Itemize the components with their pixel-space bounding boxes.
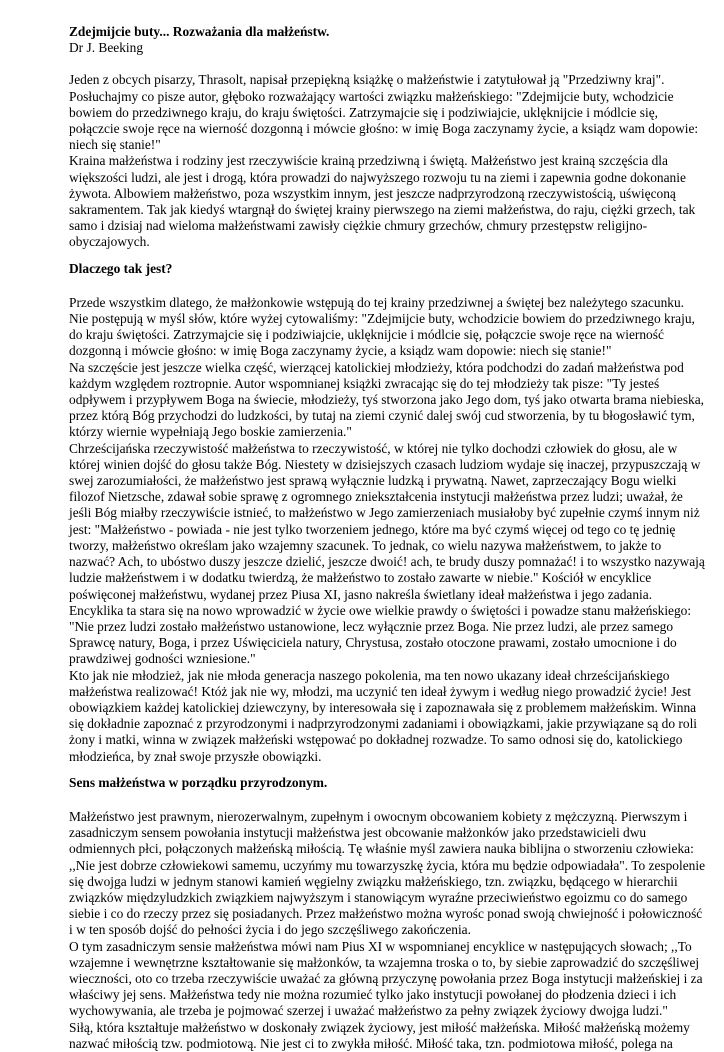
section-heading: Dlaczego tak jest?: [69, 260, 173, 276]
body-paragraph: Siłą, która kształtuje małżeństwo w doskonały związek życiowy, jest miłość małżeńska. Miłość małżeńską możemy nazwać miłością tzw. podmiotową. Nie jest ci to zwykła miłość. Miłość taka, tzn. podmiotowa miłość, polega na: [69, 1019, 690, 1051]
body-paragraph: O tym zasadniczym sensie małżeństwa mówi nam Pius XI w wspomnianej encyklice w następujących słowach; ,,To wzajemne i wewnętrzne kształtowanie się małżonków, ta wzajemna troska o to, by siebie zaprowadzić do szczęśliwej wieczności, oto co trzeba rzeczywiście uważać za główną przyczynę powołania przez Boga instytucji małżeńskiej i za właściwy jej sens. Małżeństwa tedy nie można rozumieć tylko jako instytucji powołanej do płodzenia dzieci i ich wychowywania, ale trzeba je pojmować szerzej i uważać małżeństwo za pełny związek życiowy dwojga ludzi.": [69, 938, 703, 1019]
body-paragraph: Chrześcijańska rzeczywistość małżeństwa to rzeczywistość, w której nie tylko dochodzi człowiek do głosu, ale w której winien dojść do głosu także Bóg. Niestety w dzisiejszych czasach ludziom wydaje się inaczej, przypuszczają w swej zarozumiałości, że małżeństwo jest sprawą wyłącznie ludzką i prywatną. Nawet, zaprzeczający Bogu wielki filozof Nietzsche, zdawał sobie sprawę z ogromnego zniekształcenia instytucji małżeństwa przez ludzi; uważał, że jeśli Bóg miałby rzeczywiście istnieć, to małżeństwo w Jego zamierzeniach musiałoby być zupełnie czymś innym niż jest: "Małżeństwo - powiada - nie jest tylko tworzeniem jednego, które ma być czymś więcej od tego co tę jednię tworzy, małżeństwo określam jako wzajemny szacunek. To jednak, co wielu nazywa małżeństwem, to jakże to nazwać? Ach, to ubóstwo duszy jeszcze dzielić, jeszcze dwoić! ach, te brudy duszy pomnażać! i to wszystko nazywają ludzie małżeństwem i w dodatku twierdzą, że małżeństwo to zostało zawarte w niebie." Kościół w encyklice poświęconej małżeństwu, wydanej przez Piusa XI, jasno nakreśla świetlany ideał małżeństwa i jego zadania. Encyklika ta stara się na nowo wprowadzić w życie owe wielkie prawdy o świętości i powadze stanu małżeńskiego: "Nie przez ludzi zostało małżeństwo ustanowione, lecz wyłącznie przez Boga. Nie przez ludzi, ale przez samego Sprawcę natury, Boga, i przez Uświęciciela natury, Chrystusa, zostało otoczone prawami, zostało umocnione i do prawdziwej godności wzniesione.": [69, 440, 705, 667]
document-title: Zdejmijcie buty... Rozważania dla małżeństw.: [69, 24, 330, 39]
body-paragraph: Przede wszystkim dlatego, że małżonkowie wstępują do tej krainy przedziwnej a świętej bez należytego szacunku. Nie postępują w myśl słów, które wyżej cytowaliśmy: "Zdejmijcie buty, wchodzicie bowiem do przedziwnego kraju, do kraju świętości. Zatrzymajcie się i podziwiajcie, uklęknijcie i módlcie się, połączcie swoje ręce na wierność dozgonną i mówcie głośno: w imię Boga zaczynamy życie, a ksiądz wam dopowie: niech się stanie!": [69, 294, 695, 359]
body-paragraph: Na szczęście jest jeszcze wielka część, wierzącej katolickiej młodzieży, która podchodzi do zadań małżeństwa pod każdym względem roztropnie. Autor wspomnianej książki zwracając się do tej młodzieży tak pisze: "Ty jesteś odpływem i przypływem Boga na świecie, młodzieży, tyś stworzona jako Jego dom, tyś jako otwarta brama niebieska, przez którą Bóg przychodzi do ludzkości, by tutaj na ziemi czynić dalej swój cud stworzenia, by tu błogosławić tym, którzy wiernie wypełniają Jego boskie zamierzenia.": [69, 359, 705, 440]
body-paragraph: Małżeństwo jest prawnym, nierozerwalnym, zupełnym i owocnym obcowaniem kobiety z mężczyzną. Pierwszym i zasadniczym sensem powołania instytucji małżeństwa jest obcowanie małżonków jako przedstawicieli dwu odmiennych płci, połączonych małżeńską miłością. Tę właśnie myśl zawiera nauka biblijna o stworzeniu człowieka: ,,Nie jest dobrze człowiekowi samemu, uczyńmy mu towarzyszkę życia, która mu będzie odpowiadała". To zespolenie się dwojga ludzi w jednym stanowi kamień węgielny związku małżeńskiego, tzn. związku, będącego w hierarchii związków międzyludzkich związkiem najwyższym i stanowiącym wyraźne przeciwieństwo egoizmu co do samego siebie i co do rzeczy przez się posiadanych. Przez małżeństwo można wyrośc ponad swoją chwiejność i połowiczność i w ten sposób dojść do pełności życia i do jego szczęśliwego zakończenia.: [69, 808, 706, 938]
body-paragraph: Kto jak nie młodzież, jak nie młoda generacja naszego pokolenia, ma ten nowo ukazany ideał chrześcijańskiego małżeństwa realizować! Któż jak nie wy, młodzi, ma uczynić ten ideał żywym i według niego prowadzić życie! Jest obowiązkiem każdej katolickiej dziewczyny, by interesowała się i zapoznawała się z problemem małżeńskim. Winna się dokładnie zapoznać z przyrodzonymi i nadprzyrodzonymi zadaniami i obowiązkami, jakie przywiązane są do roli żony i matki, winna w związek małżeński wstępować po dokładnej rozwadze. To samo odnosi się do, katolickiego młodzieńca, by znał swoje przyszłe obowiązki.: [69, 667, 698, 764]
document-author: Dr J. Beeking: [69, 40, 144, 56]
intro-paragraph: Jeden z obcych pisarzy, Thrasolt, napisał przepiękną książkę o małżeństwie i zatytułował ją "Przedziwny kraj". Posłuchajmy co pisze autor, głęboko rozważający wartości związku małżeńskiego: "Zdejmijcie buty, wchodzicie bowiem do przedziwnego kraju, do kraju świętości. Zatrzymajcie się i podziwiajcie, uklęknijcie i módlcie się, połączcie swoje ręce na wierność dozgonną i mówcie głośno: w imię Boga zaczynamy życie, a ksiądz wam dopowie: niech się stanie!": [69, 72, 699, 153]
section-heading: Sens małżeństwa w porządku przyrodzonym.: [69, 774, 328, 790]
intro-paragraph: Kraina małżeństwa i rodziny jest rzeczywiście krainą przedziwną i świętą. Małżeństwo jest krainą szczęścia dla większości ludzi, ale jest i drogą, która prowadzi do najwyższego rozwoju tu na ziemi i zapewnia godne dokonanie żywota. Albowiem małżeństwo, poza wszystkim innym, jest jeszcze nadprzyrodzoną rzeczywistością, uświęconą sakramentem. Tak jak kiedyś wtargnął do świętej krainy pierwszego na ziemi małżeństwa, do raju, ciężki grzech, tak samo i dzisiaj nad wieloma małżeństwami zawisły ciężkie chmury grzechów, chmury przestępstw religijno-obyczajowych.: [69, 153, 696, 250]
